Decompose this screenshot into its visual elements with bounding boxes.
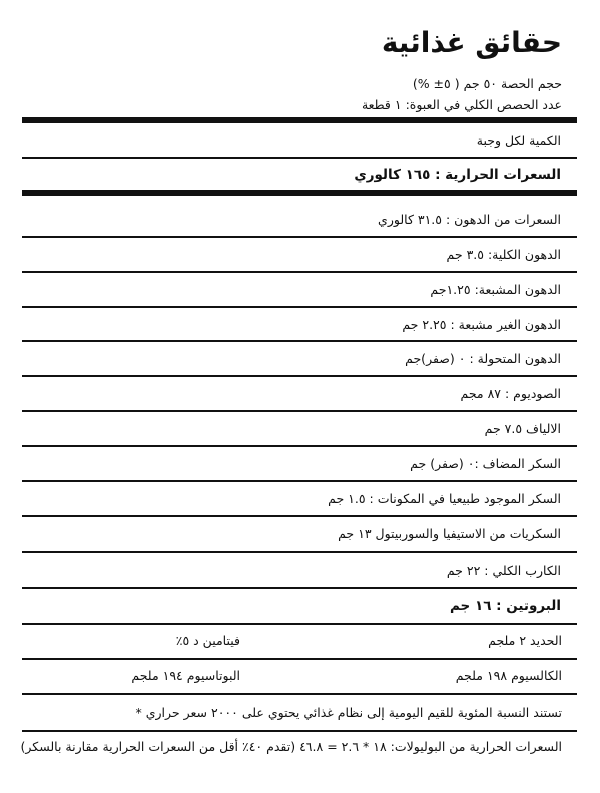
nutrient-row: الالياف ٧.٥ جم: [484, 420, 561, 436]
divider: [22, 623, 577, 625]
nutrient-row: الدهون الكلية: ٣.٥ جم: [446, 246, 561, 262]
nutrient-row: السعرات من الدهون : ٣١.٥ كالوري: [378, 211, 561, 227]
nutrient-row: السكر الموجود طبيعيا في المكونات : ١.٥ جم: [328, 490, 561, 506]
protein: البروتين : ١٦ جم: [449, 598, 561, 614]
nutrient-row: الدهون الغير مشبعة : ٢.٢٥ جم: [402, 316, 561, 332]
nutrient-row: الصوديوم : ٨٧ مجم: [460, 385, 561, 401]
mineral-iron: الحديد ٢ ملجم: [488, 633, 562, 648]
mineral-calcium: الكالسيوم ١٩٨ ملجم: [455, 668, 562, 683]
divider: [22, 658, 577, 660]
divider: [22, 730, 577, 732]
divider: [22, 693, 577, 695]
amount-per-serving: الكمية لكل وجبة: [476, 132, 561, 148]
serving-size: حجم الحصة ٥٠ جم ( ٥± %): [412, 76, 562, 91]
nutrient-row: الدهون المتحولة : ٠ (صفر)جم: [405, 350, 561, 366]
nutrient-row: السكر المضاف :٠ (صفر) جم: [410, 455, 561, 471]
nutrient-row: السكريات من الاستيفيا والسوربيتول ١٣ جم: [338, 525, 561, 541]
nutrient-row: الكارب الكلي : ٢٢ جم: [446, 562, 561, 578]
polyol-note: السعرات الحرارية من البوليولات: ١٨ * ٢.٦ = ٤٦.٨ (تقدم ٤٠٪ أقل من السعرات الحرارية مقارنة بالسكر): [20, 739, 562, 754]
calories: السعرات الحرارية : ١٦٥ كالوري: [354, 167, 561, 183]
mineral-vitamin-d: فيتامين د ٥٪: [175, 633, 240, 648]
daily-value-footnote: تستند النسبة المئوية للقيم اليومية إلى نظام غذائي يحتوي على ٢٠٠٠ سعر حراري *: [135, 705, 562, 720]
servings-per-container: عدد الحصص الكلي في العبوة: ١ قطعة: [361, 97, 562, 112]
mineral-potassium: البوتاسيوم ١٩٤ ملجم: [131, 668, 240, 683]
nutrient-row: الدهون المشبعة: ١.٢٥جم: [430, 281, 561, 297]
page-title: حقائق غذائية: [381, 26, 562, 59]
divider-thick: [22, 190, 577, 196]
